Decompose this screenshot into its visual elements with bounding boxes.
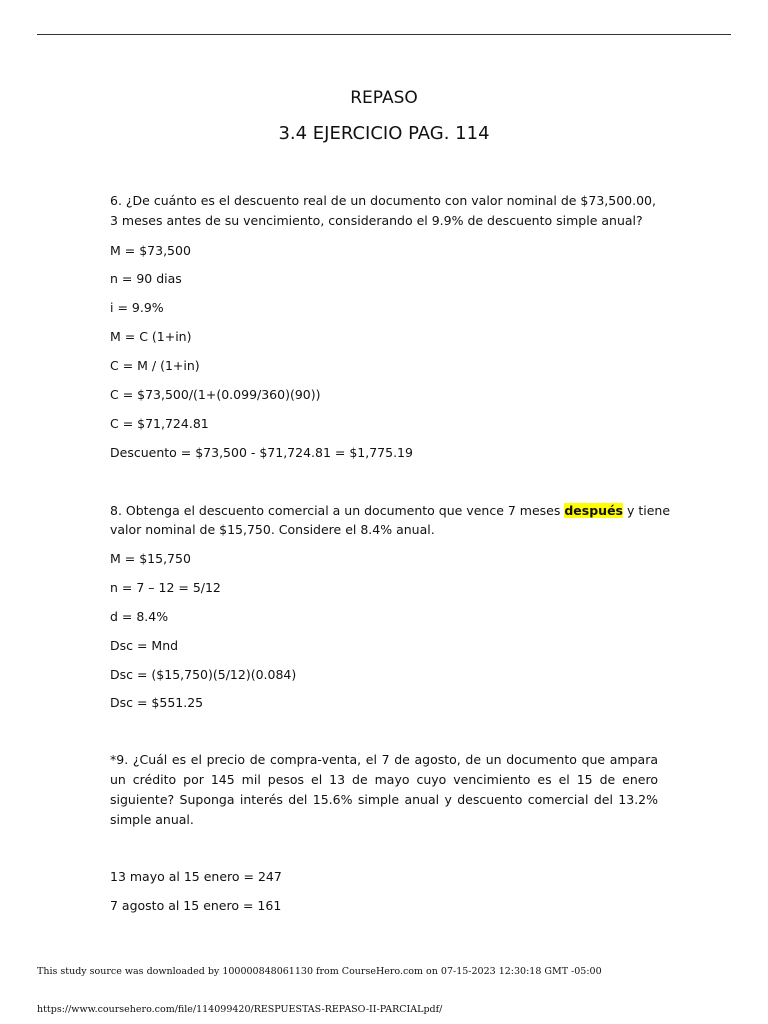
problem6-step: i = 9.9%: [110, 300, 164, 315]
download-note: This study source was downloaded by 100000848061130 from CourseHero.com on 07-15-2023 12:30:18 GMT -05:00: [37, 966, 602, 977]
page-title: REPASO: [350, 88, 418, 108]
problem6-step: C = $71,724.81: [110, 416, 209, 431]
problem8-step: Dsc = $551.25: [110, 695, 204, 710]
problem8-step: Dsc = Mnd: [110, 638, 179, 653]
problem9-question: *9. ¿Cuál es el precio de compra-venta, el 7 de agosto, de un documento que ampara un crédito por 145 mil pesos el 13 de mayo cuyo vencimiento es el 15 de enero siguiente? Suponga interés del 15.6% simple anual y descuento comercial del 13.2% simple anual.: [110, 752, 658, 827]
highlighted-word: después: [564, 503, 623, 518]
page-subtitle: 3.4 EJERCICIO PAG. 114: [278, 123, 490, 144]
problem6-step: M = $73,500: [110, 243, 191, 258]
problem8-step: Dsc = ($15,750)(5/12)(0.084): [110, 667, 297, 682]
problem9-step: 13 mayo al 15 enero = 247: [110, 869, 282, 884]
top-rule: [37, 34, 731, 35]
problem6-step: C = M / (1+in): [110, 358, 200, 373]
problem6-question-line1: 6. ¿De cuánto es el descuento real de un documento con valor nominal de $73,500.00,: [110, 193, 656, 208]
source-url: https://www.coursehero.com/file/114099420/RESPUESTAS-REPASO-II-PARCIALpdf/: [37, 1004, 443, 1015]
problem6-step: M = C (1+in): [110, 329, 192, 344]
problem8-question-line2: valor nominal de $15,750. Considere el 8.4% anual.: [110, 522, 435, 537]
problem6-step: n = 90 dias: [110, 271, 182, 286]
problem8-step: d = 8.4%: [110, 609, 169, 624]
problem6-question-line2: 3 meses antes de su vencimiento, considerando el 9.9% de descuento simple anual?: [110, 213, 643, 228]
problem6-step: Descuento = $73,500 - $71,724.81 = $1,775.19: [110, 445, 413, 460]
problem6-step: C = $73,500/(1+(0.099/360)(90)): [110, 387, 321, 402]
problem8-step: n = 7 – 12 = 5/12: [110, 580, 221, 595]
problem8-step: M = $15,750: [110, 551, 191, 566]
problem9-step: 7 agosto al 15 enero = 161: [110, 898, 282, 913]
problem8-question-text: 8. Obtenga el descuento comercial a un documento que vence 7 meses: [110, 503, 565, 518]
problem8-question-text-end: y tiene: [623, 503, 671, 518]
problem8-question-line1: [110, 503, 670, 518]
